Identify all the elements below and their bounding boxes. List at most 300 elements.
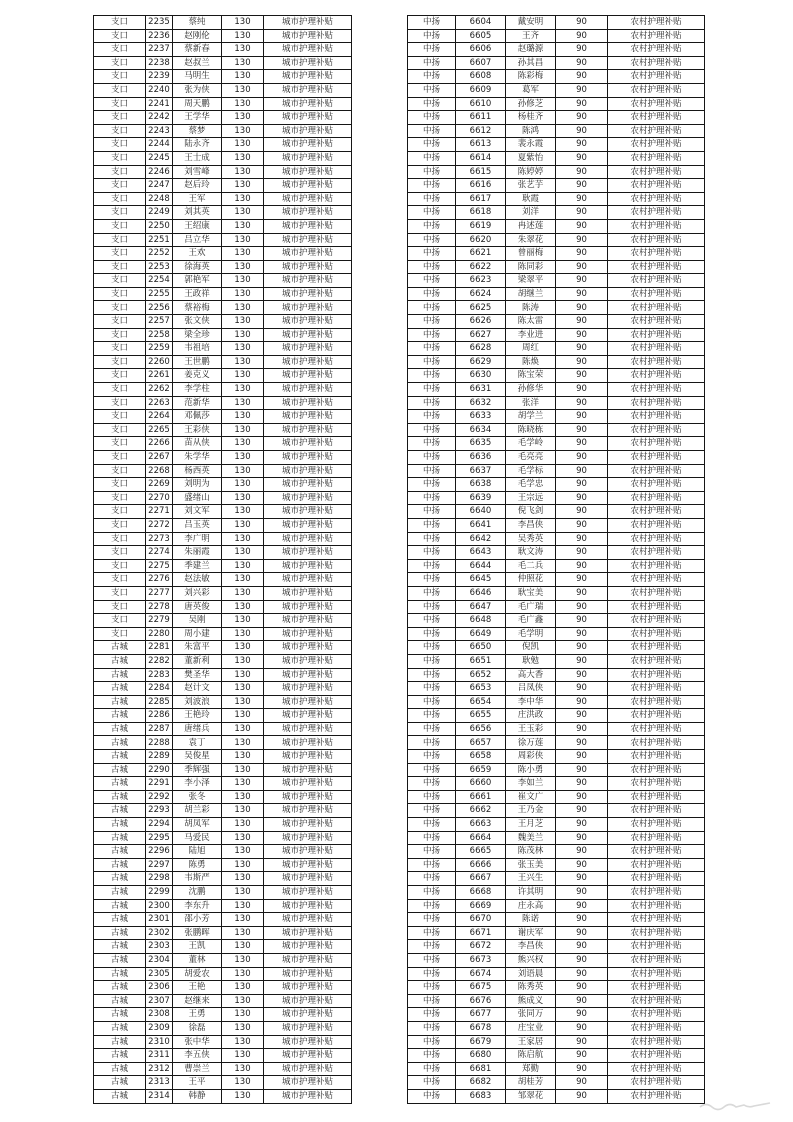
table-row [94, 478, 352, 492]
table-row [408, 981, 705, 995]
serial-cell: 6629 [456, 355, 506, 369]
name-cell: 蔡裕梅 [173, 301, 222, 315]
name-cell: 郑勤 [506, 1062, 556, 1076]
amount-cell: 90 [556, 573, 608, 587]
subsidy-type-cell: 城市护理补贴 [264, 97, 352, 111]
amount-cell: 90 [556, 682, 608, 696]
amount-cell: 90 [556, 804, 608, 818]
table-row [94, 437, 352, 451]
serial-cell: 6669 [456, 899, 506, 913]
table-row [94, 668, 352, 682]
table-row [408, 586, 705, 600]
serial-cell: 2260 [146, 355, 173, 369]
subsidy-type-cell: 农村护理补贴 [608, 641, 705, 655]
serial-cell: 6645 [456, 573, 506, 587]
table-row [408, 627, 705, 641]
serial-cell: 2295 [146, 831, 173, 845]
area-cell: 支口 [94, 369, 146, 383]
subsidy-type-cell: 农村护理补贴 [608, 736, 705, 750]
name-cell: 陈太雷 [506, 315, 556, 329]
table-row [408, 437, 705, 451]
subsidy-type-cell: 城市护理补贴 [264, 831, 352, 845]
name-cell: 刘语晨 [506, 967, 556, 981]
amount-cell: 90 [556, 709, 608, 723]
subsidy-type-cell: 城市护理补贴 [264, 342, 352, 356]
subsidy-type-cell: 农村护理补贴 [608, 682, 705, 696]
area-cell: 中扬 [408, 70, 456, 84]
amount-cell: 130 [222, 1049, 264, 1063]
table-row [408, 247, 705, 261]
serial-cell: 2307 [146, 994, 173, 1008]
serial-cell: 6663 [456, 818, 506, 832]
area-cell: 支口 [94, 111, 146, 125]
area-cell: 中扬 [408, 532, 456, 546]
area-cell: 支口 [94, 56, 146, 70]
amount-cell: 90 [556, 641, 608, 655]
amount-cell: 90 [556, 97, 608, 111]
table-row [408, 464, 705, 478]
amount-cell: 90 [556, 165, 608, 179]
area-cell: 古城 [94, 1049, 146, 1063]
name-cell: 吕凤侠 [506, 682, 556, 696]
name-cell: 李中华 [506, 695, 556, 709]
name-cell: 朱富平 [173, 641, 222, 655]
name-cell: 李昌侠 [506, 940, 556, 954]
area-cell: 古城 [94, 722, 146, 736]
subsidy-type-cell: 城市护理补贴 [264, 369, 352, 383]
name-cell: 王兴生 [506, 872, 556, 886]
table-row [408, 750, 705, 764]
table-row [408, 301, 705, 315]
subsidy-type-cell: 城市护理补贴 [264, 777, 352, 791]
area-cell: 古城 [94, 804, 146, 818]
amount-cell: 90 [556, 600, 608, 614]
serial-cell: 6604 [456, 16, 506, 30]
serial-cell: 6639 [456, 491, 506, 505]
name-cell: 李如兰 [506, 777, 556, 791]
serial-cell: 6659 [456, 763, 506, 777]
amount-cell: 90 [556, 287, 608, 301]
name-cell: 张中华 [173, 1035, 222, 1049]
name-cell: 张玉美 [506, 858, 556, 872]
amount-cell: 90 [556, 342, 608, 356]
serial-cell: 2281 [146, 641, 173, 655]
area-cell: 中扬 [408, 355, 456, 369]
amount-cell: 130 [222, 383, 264, 397]
serial-cell: 6672 [456, 940, 506, 954]
amount-cell: 90 [556, 206, 608, 220]
area-cell: 古城 [94, 777, 146, 791]
serial-cell: 2273 [146, 532, 173, 546]
subsidy-type-cell: 农村护理补贴 [608, 491, 705, 505]
serial-cell: 2280 [146, 627, 173, 641]
serial-cell: 6605 [456, 29, 506, 43]
table-row [94, 818, 352, 832]
amount-cell: 90 [556, 274, 608, 288]
area-cell: 中扬 [408, 1008, 456, 1022]
amount-cell: 90 [556, 736, 608, 750]
name-cell: 王凯 [173, 940, 222, 954]
area-cell: 中扬 [408, 913, 456, 927]
table-row [408, 328, 705, 342]
table-row [94, 43, 352, 57]
name-cell: 陈勇 [173, 858, 222, 872]
amount-cell: 130 [222, 410, 264, 424]
amount-cell: 130 [222, 16, 264, 30]
table-row [408, 315, 705, 329]
serial-cell: 6627 [456, 328, 506, 342]
name-cell: 胡继兰 [506, 287, 556, 301]
area-cell: 中扬 [408, 491, 456, 505]
amount-cell: 130 [222, 1076, 264, 1090]
serial-cell: 2304 [146, 953, 173, 967]
subsidy-type-cell: 农村护理补贴 [608, 790, 705, 804]
area-cell: 支口 [94, 423, 146, 437]
name-cell: 王绍康 [173, 219, 222, 233]
amount-cell: 130 [222, 342, 264, 356]
amount-cell: 90 [556, 1076, 608, 1090]
serial-cell: 2299 [146, 886, 173, 900]
amount-cell: 130 [222, 1008, 264, 1022]
area-cell: 中扬 [408, 940, 456, 954]
area-cell: 古城 [94, 913, 146, 927]
name-cell: 耿霞 [506, 192, 556, 206]
name-cell: 盛绪山 [173, 491, 222, 505]
amount-cell: 130 [222, 722, 264, 736]
amount-cell: 90 [556, 886, 608, 900]
name-cell: 张为侠 [173, 83, 222, 97]
amount-cell: 130 [222, 124, 264, 138]
amount-cell: 130 [222, 668, 264, 682]
name-cell: 王彩侠 [173, 423, 222, 437]
table-row [94, 654, 352, 668]
table-row [94, 967, 352, 981]
name-cell: 冉述莲 [506, 219, 556, 233]
serial-cell: 2261 [146, 369, 173, 383]
subsidy-type-cell: 农村护理补贴 [608, 899, 705, 913]
subsidy-type-cell: 城市护理补贴 [264, 586, 352, 600]
serial-cell: 6640 [456, 505, 506, 519]
serial-cell: 6673 [456, 953, 506, 967]
amount-cell: 90 [556, 654, 608, 668]
subsidy-type-cell: 农村护理补贴 [608, 763, 705, 777]
amount-cell: 130 [222, 953, 264, 967]
table-row [408, 206, 705, 220]
area-cell: 支口 [94, 396, 146, 410]
name-cell: 马爱民 [173, 831, 222, 845]
serial-cell: 6617 [456, 192, 506, 206]
table-row [94, 1008, 352, 1022]
subsidy-type-cell: 城市护理补贴 [264, 491, 352, 505]
name-cell: 夏紫怡 [506, 151, 556, 165]
name-cell: 杨西英 [173, 464, 222, 478]
amount-cell: 130 [222, 247, 264, 261]
amount-cell: 130 [222, 790, 264, 804]
amount-cell: 90 [556, 1089, 608, 1103]
subsidy-type-cell: 农村护理补贴 [608, 627, 705, 641]
table-row [94, 260, 352, 274]
subsidy-type-cell: 城市护理补贴 [264, 967, 352, 981]
amount-cell: 90 [556, 994, 608, 1008]
serial-cell: 6628 [456, 342, 506, 356]
area-cell: 古城 [94, 953, 146, 967]
table-row [94, 233, 352, 247]
name-cell: 裴永霞 [506, 138, 556, 152]
area-cell: 古城 [94, 967, 146, 981]
table-row [408, 151, 705, 165]
name-cell: 陆永齐 [173, 138, 222, 152]
amount-cell: 130 [222, 219, 264, 233]
table-row [408, 383, 705, 397]
area-cell: 支口 [94, 505, 146, 519]
name-cell: 戴安明 [506, 16, 556, 30]
serial-cell: 2312 [146, 1062, 173, 1076]
subsidy-type-cell: 农村护理补贴 [608, 614, 705, 628]
name-cell: 王艳 [173, 981, 222, 995]
serial-cell: 2300 [146, 899, 173, 913]
area-cell: 中扬 [408, 518, 456, 532]
area-cell: 中扬 [408, 777, 456, 791]
serial-cell: 2292 [146, 790, 173, 804]
serial-cell: 2254 [146, 274, 173, 288]
serial-cell: 2252 [146, 247, 173, 261]
area-cell: 中扬 [408, 695, 456, 709]
name-cell: 张冬 [173, 790, 222, 804]
area-cell: 中扬 [408, 763, 456, 777]
serial-cell: 6631 [456, 383, 506, 397]
amount-cell: 90 [556, 219, 608, 233]
amount-cell: 130 [222, 70, 264, 84]
name-cell: 周小建 [173, 627, 222, 641]
subsidy-type-cell: 城市护理补贴 [264, 722, 352, 736]
serial-cell: 2283 [146, 668, 173, 682]
table-row [94, 56, 352, 70]
subsidy-type-cell: 城市护理补贴 [264, 43, 352, 57]
amount-cell: 90 [556, 1062, 608, 1076]
serial-cell: 2259 [146, 342, 173, 356]
amount-cell: 90 [556, 627, 608, 641]
amount-cell: 130 [222, 491, 264, 505]
area-cell: 支口 [94, 600, 146, 614]
table-row [94, 111, 352, 125]
area-cell: 中扬 [408, 124, 456, 138]
name-cell: 李小泽 [173, 777, 222, 791]
serial-cell: 6636 [456, 451, 506, 465]
subsidy-type-cell: 农村护理补贴 [608, 369, 705, 383]
name-cell: 耿文涛 [506, 546, 556, 560]
table-row [408, 709, 705, 723]
table-row [94, 532, 352, 546]
subsidy-type-cell: 农村护理补贴 [608, 872, 705, 886]
table-row [408, 491, 705, 505]
serial-cell: 6655 [456, 709, 506, 723]
subsidy-type-cell: 农村护理补贴 [608, 83, 705, 97]
subsidy-type-cell: 城市护理补贴 [264, 1035, 352, 1049]
amount-cell: 130 [222, 355, 264, 369]
subsidy-type-cell: 城市护理补贴 [264, 695, 352, 709]
amount-cell: 130 [222, 369, 264, 383]
name-cell: 王家居 [506, 1035, 556, 1049]
name-cell: 吴刚 [173, 614, 222, 628]
name-cell: 崔文广 [506, 790, 556, 804]
name-cell: 刘波浪 [173, 695, 222, 709]
amount-cell: 130 [222, 437, 264, 451]
area-cell: 中扬 [408, 886, 456, 900]
table-row [408, 83, 705, 97]
area-cell: 古城 [94, 1008, 146, 1022]
area-cell: 支口 [94, 532, 146, 546]
area-cell: 古城 [94, 750, 146, 764]
amount-cell: 130 [222, 192, 264, 206]
name-cell: 周红 [506, 342, 556, 356]
name-cell: 赵叔兰 [173, 56, 222, 70]
name-cell: 庄洪政 [506, 709, 556, 723]
table-row [94, 315, 352, 329]
serial-cell: 6656 [456, 722, 506, 736]
table-row [94, 709, 352, 723]
table-row [94, 342, 352, 356]
area-cell: 支口 [94, 573, 146, 587]
subsidy-type-cell: 城市护理补贴 [264, 301, 352, 315]
subsidy-type-cell: 城市护理补贴 [264, 124, 352, 138]
area-cell: 中扬 [408, 342, 456, 356]
serial-cell: 6662 [456, 804, 506, 818]
name-cell: 邓佩莎 [173, 410, 222, 424]
table-row [408, 423, 705, 437]
area-cell: 支口 [94, 70, 146, 84]
name-cell: 周彩侠 [506, 750, 556, 764]
city-subsidy-table [93, 15, 352, 1104]
amount-cell: 130 [222, 967, 264, 981]
amount-cell: 130 [222, 43, 264, 57]
serial-cell: 2239 [146, 70, 173, 84]
serial-cell: 2250 [146, 219, 173, 233]
name-cell: 赵计文 [173, 682, 222, 696]
amount-cell: 90 [556, 328, 608, 342]
area-cell: 中扬 [408, 736, 456, 750]
name-cell: 吴俊星 [173, 750, 222, 764]
name-cell: 陈茂林 [506, 845, 556, 859]
amount-cell: 130 [222, 831, 264, 845]
subsidy-type-cell: 农村护理补贴 [608, 355, 705, 369]
table-row [94, 355, 352, 369]
name-cell: 吴秀英 [506, 532, 556, 546]
name-cell: 毛广瑞 [506, 600, 556, 614]
table-row [408, 219, 705, 233]
serial-cell: 2290 [146, 763, 173, 777]
table-row [94, 804, 352, 818]
area-cell: 中扬 [408, 315, 456, 329]
serial-cell: 6625 [456, 301, 506, 315]
subsidy-type-cell: 农村护理补贴 [608, 518, 705, 532]
subsidy-type-cell: 农村护理补贴 [608, 165, 705, 179]
table-row [408, 614, 705, 628]
area-cell: 中扬 [408, 994, 456, 1008]
subsidy-type-cell: 农村护理补贴 [608, 111, 705, 125]
subsidy-type-cell: 农村护理补贴 [608, 967, 705, 981]
subsidy-type-cell: 城市护理补贴 [264, 518, 352, 532]
subsidy-type-cell: 城市护理补贴 [264, 138, 352, 152]
subsidy-type-cell: 城市护理补贴 [264, 83, 352, 97]
amount-cell: 130 [222, 750, 264, 764]
serial-cell: 6637 [456, 464, 506, 478]
subsidy-type-cell: 农村护理补贴 [608, 124, 705, 138]
table-row [408, 287, 705, 301]
name-cell: 陈诺 [506, 913, 556, 927]
table-row [408, 505, 705, 519]
area-cell: 支口 [94, 219, 146, 233]
amount-cell: 90 [556, 43, 608, 57]
serial-cell: 6651 [456, 654, 506, 668]
serial-cell: 6654 [456, 695, 506, 709]
subsidy-type-cell: 城市护理补贴 [264, 913, 352, 927]
area-cell: 中扬 [408, 260, 456, 274]
area-cell: 中扬 [408, 165, 456, 179]
area-cell: 支口 [94, 355, 146, 369]
table-row [94, 396, 352, 410]
subsidy-type-cell: 农村护理补贴 [608, 219, 705, 233]
serial-cell: 2311 [146, 1049, 173, 1063]
subsidy-type-cell: 城市护理补贴 [264, 423, 352, 437]
table-row [408, 16, 705, 30]
name-cell: 董新利 [173, 654, 222, 668]
serial-cell: 2276 [146, 573, 173, 587]
serial-cell: 2272 [146, 518, 173, 532]
serial-cell: 2256 [146, 301, 173, 315]
name-cell: 李东升 [173, 899, 222, 913]
area-cell: 古城 [94, 695, 146, 709]
area-cell: 中扬 [408, 247, 456, 261]
serial-cell: 6633 [456, 410, 506, 424]
amount-cell: 130 [222, 627, 264, 641]
subsidy-type-cell: 城市护理补贴 [264, 709, 352, 723]
table-row [94, 328, 352, 342]
amount-cell: 130 [222, 804, 264, 818]
serial-cell: 2245 [146, 151, 173, 165]
amount-cell: 130 [222, 111, 264, 125]
table-row [94, 790, 352, 804]
serial-cell: 2264 [146, 410, 173, 424]
serial-cell: 2284 [146, 682, 173, 696]
subsidy-type-cell: 城市护理补贴 [264, 233, 352, 247]
area-cell: 支口 [94, 43, 146, 57]
subsidy-type-cell: 城市护理补贴 [264, 29, 352, 43]
amount-cell: 90 [556, 586, 608, 600]
table-row [408, 1008, 705, 1022]
area-cell: 中扬 [408, 111, 456, 125]
table-row [408, 736, 705, 750]
subsidy-type-cell: 农村护理补贴 [608, 994, 705, 1008]
amount-cell: 130 [222, 83, 264, 97]
amount-cell: 130 [222, 981, 264, 995]
table-row [94, 763, 352, 777]
area-cell: 支口 [94, 260, 146, 274]
table-row [408, 695, 705, 709]
table-row [94, 410, 352, 424]
subsidy-type-cell: 农村护理补贴 [608, 886, 705, 900]
table-row [94, 464, 352, 478]
subsidy-type-cell: 城市护理补贴 [264, 56, 352, 70]
subsidy-type-cell: 农村护理补贴 [608, 1062, 705, 1076]
table-row [408, 573, 705, 587]
amount-cell: 90 [556, 16, 608, 30]
subsidy-type-cell: 农村护理补贴 [608, 532, 705, 546]
area-cell: 中扬 [408, 206, 456, 220]
serial-cell: 6621 [456, 247, 506, 261]
subsidy-type-cell: 城市护理补贴 [264, 614, 352, 628]
name-cell: 张同万 [506, 1008, 556, 1022]
subsidy-type-cell: 农村护理补贴 [608, 586, 705, 600]
